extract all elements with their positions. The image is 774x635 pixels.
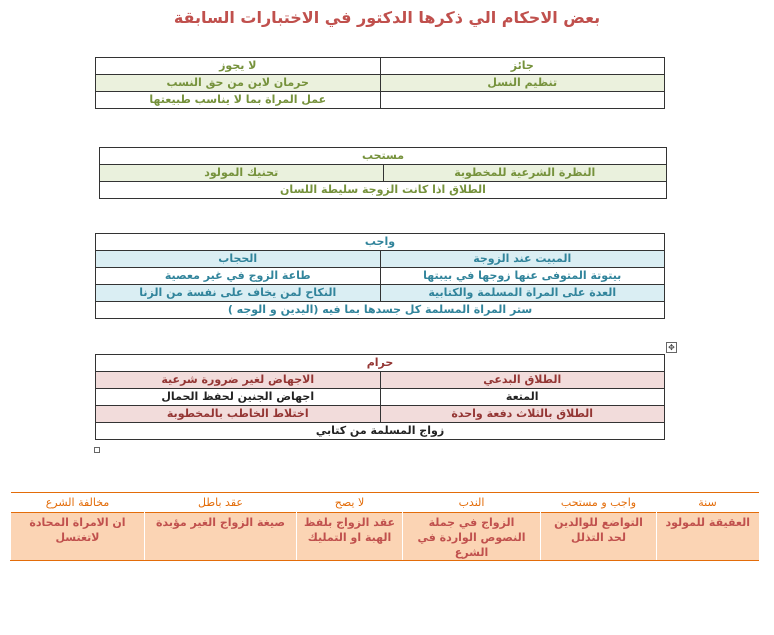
header-recommended: مستحب [100,148,667,165]
table-permissible-forbidden [95,57,665,109]
table-recommended [99,147,667,199]
table-prohibited [95,354,665,440]
table-cell: تحنيك المولود [100,165,384,182]
table-row [96,285,665,302]
table-cell: ان الامراة المحادة لاتغتسل [11,513,145,561]
table-row [96,92,665,109]
table-row [100,165,667,182]
table-cell: العدة على المراة المسلمة والكتابية [380,285,665,302]
table-cell: اختلاط الخاطب بالمخطوبة [96,406,381,423]
table-row [11,493,759,513]
table-cell: المبيت عند الزوجة [380,251,665,268]
table-cell: العقيقة للمولود [657,513,759,561]
table-cell: الحجاب [96,251,381,268]
table-rulings-summary [10,492,759,561]
table-cell: طاعة الزوج في غير معصية [96,268,381,285]
table-header-cell: واجب و مستحب [560,496,637,509]
table-cell: عقد الزواج بلفظ الهبة او التمليك [297,513,403,561]
page-title: بعض الاحكام الي ذكرها الدكتور في الاختبارات السابقة [173,8,601,27]
header-permissible: جائز [380,58,665,75]
table-cell: اجهاض الجنين لحفظ الحمال [96,389,381,406]
table-row [100,182,667,199]
table-header-cell: مخالفة الشرع [45,496,110,509]
table-row [96,58,665,75]
table-row [96,372,665,389]
table-row [96,268,665,285]
table-header-cell: سنة [698,496,717,509]
table-row [96,423,665,440]
table-row [96,251,665,268]
table-cell: النكاح لمن يخاف على نفسة من الزنا [96,285,381,302]
table-cell: تنظيم النسل [380,75,665,92]
table-cell: الاجهاض لغير ضرورة شرعية [96,372,381,389]
table-cell: الطلاق بالثلاث دفعة واحدة [380,406,665,423]
table-cell [380,92,665,109]
table-row [96,234,665,251]
table-move-handle-icon[interactable]: ✥ [666,342,677,353]
table-row [96,302,665,319]
table-cell: صيغة الزواج الغير مؤبدة [145,513,297,561]
table-cell: المتعة [380,389,665,406]
table-row [96,75,665,92]
table-row [96,406,665,423]
table-cell: عمل المراة بما لا يناسب طبيعتها [96,92,381,109]
header-prohibited: حرام [96,355,665,372]
table-cell: الزواج في جملة النصوص الواردة في الشرع [403,513,541,561]
table-row [100,148,667,165]
table-cell: حرمان لابن من حق النسب [96,75,381,92]
table-row [11,513,759,561]
table-cell: الطلاق البدعي [380,372,665,389]
table-row [96,355,665,372]
table-cell: التواضع للوالدين لحد التذلل [541,513,657,561]
header-forbidden: لا يجوز [96,58,381,75]
table-cell: النظرة الشرعية للمخطوبة [383,165,667,182]
table-cell: زواج المسلمة من كتابي [96,423,665,440]
table-cell: ستر المراة المسلمة كل جسدها بما فيه (اليدين و الوجه ) [96,302,665,319]
table-row [96,389,665,406]
table-header-cell: الندب [458,496,485,509]
table-cell: الطلاق اذا كانت الزوجة سليطة اللسان [100,182,667,199]
table-cell: بيتوتة المتوفى عنها زوجها في بيبتها [380,268,665,285]
table-obligatory [95,233,665,319]
header-obligatory: واجب [96,234,665,251]
table-header-cell: عقد باطل [198,496,243,509]
table-header-cell: لا يصح [334,496,365,509]
table-resize-handle-icon[interactable] [94,447,100,453]
